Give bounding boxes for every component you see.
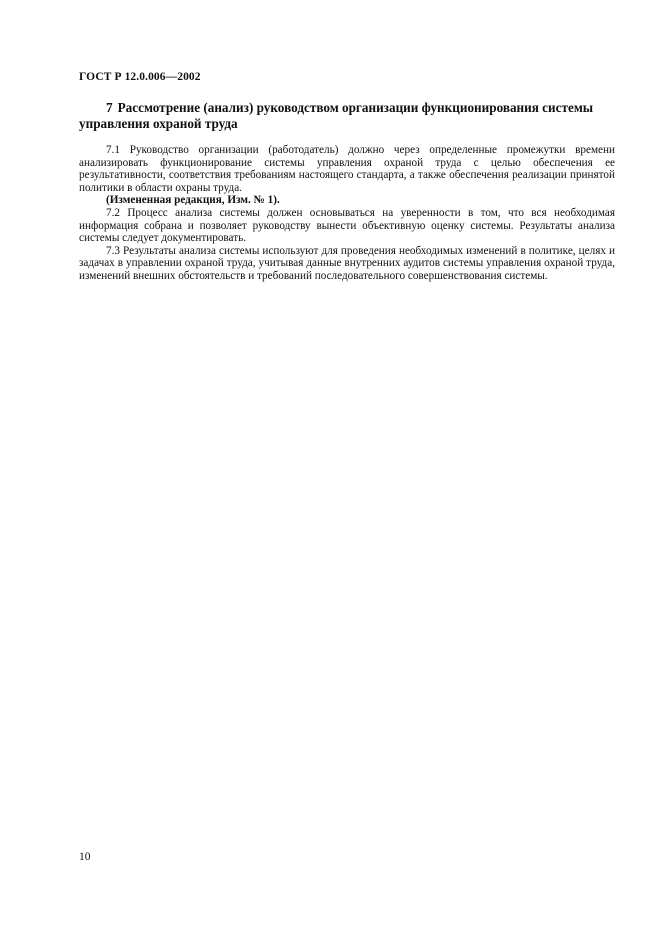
section-title-line1: Рассмотрение (анализ) руководством организации функционирования системы: [117, 100, 594, 115]
paragraph-7-2: 7.2 Процесс анализа системы должен основываться на уверенности в том, что вся необходимая информация собрана и позволяет руководству вынести объективную оценку системы. Результаты анализа системы следует документировать.: [79, 206, 615, 245]
paragraph-7-3: 7.3 Результаты анализа системы используют для проведения необходимых изменений в политике, целях и задачах в управлении охраной труда, учитывая данные внутренних аудитов системы управления охраной труда, изменений внешних обстоятельств и требований последовательного совершенствования системы.: [79, 244, 615, 282]
section-number: 7: [106, 100, 113, 115]
section-heading: [79, 100, 626, 132]
page-number: 10: [79, 851, 91, 863]
paragraph-7-1: 7.1 Руководство организации (работодатель) должно через определенные промежутки времени анализировать функционирование системы управления охраной труда с целью обеспечения ее результативности, соответствия требованиям настоящего стандарта, а также обеспечения реализации принятой политики в области охраны труда.: [79, 144, 615, 194]
section-body: [79, 144, 615, 283]
section-title-line2: управления охраной труда: [79, 116, 238, 131]
amendment-note: (Измененная редакция, Изм. № 1).: [106, 194, 280, 207]
document-code-header: ГОСТ Р 12.0.006—2002: [79, 71, 201, 83]
